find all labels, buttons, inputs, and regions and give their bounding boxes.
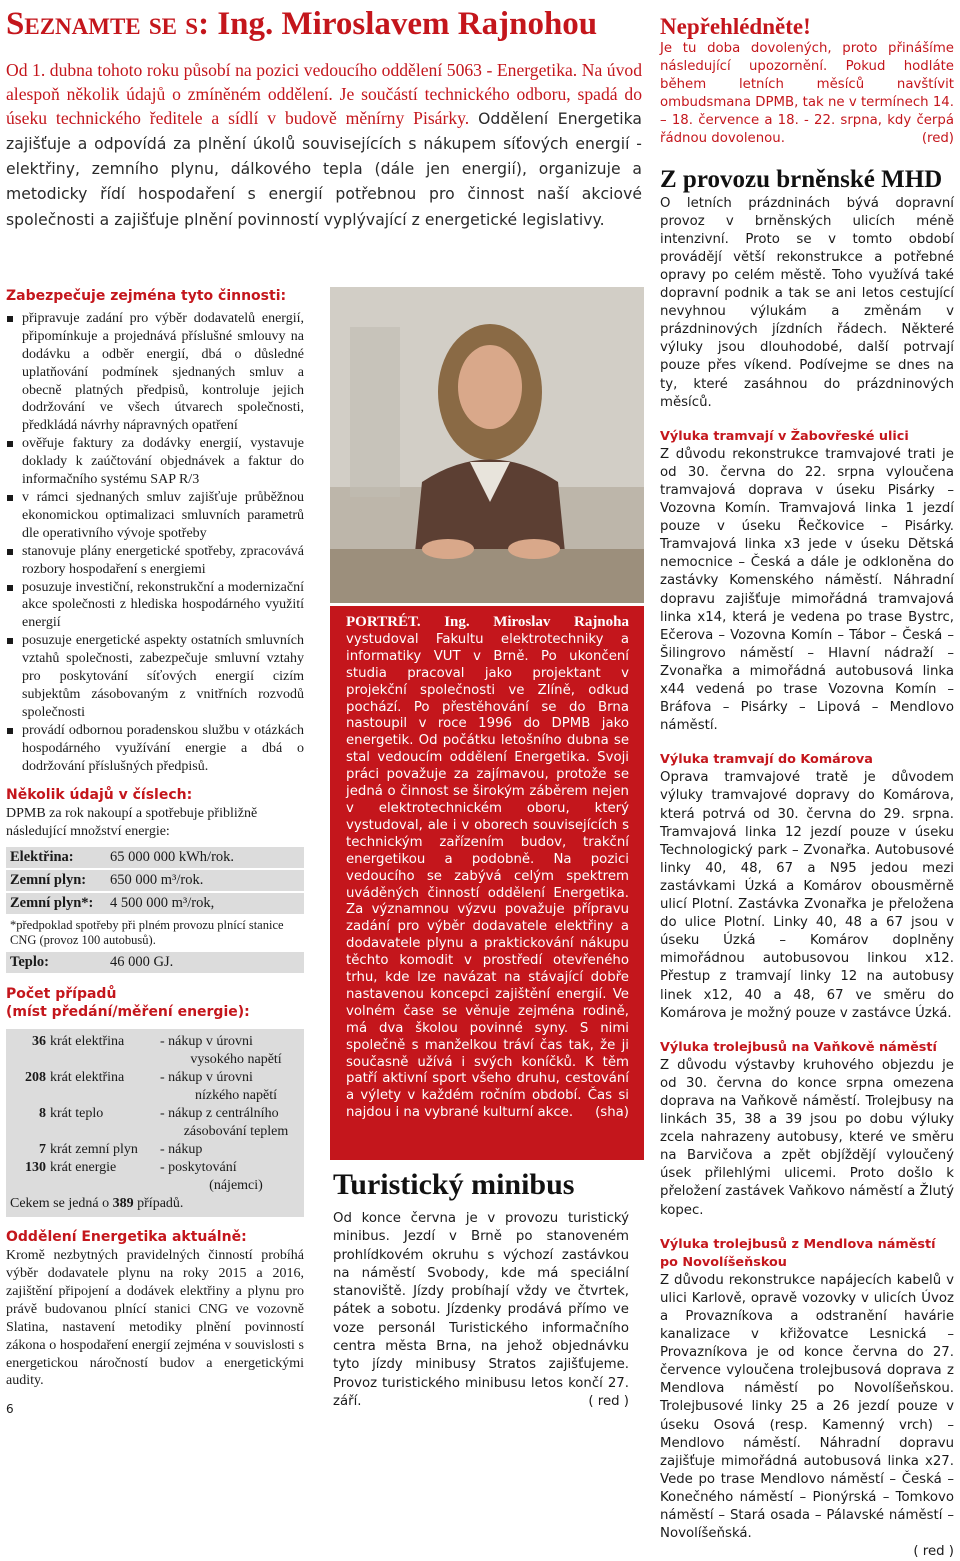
stat-label: Zemní plyn*: xyxy=(10,895,94,912)
portrait-text: vystudoval Fakultu elektrotechniky a informatiky VUT v Brně. Po ukončení studia pracoval jako projektant v projekční společnosti ve Zlíně, odkud pochází. Po přestěhování se do Brna nastoupil v roce 1996 do DPMB jako energetik. Od počátku letošního dubna se stal vedoucím oddělení Energetika. Svoji práci považuje za zajímavou, protože se jedná o činnost se širokým záběrem nejen v elektrotechnickém oboru, který vystudoval, ale i v oborech souvisejících s technickým zařízením budov, trakční energetikou a podobně. Na pozici vedoucího se zabývá celým spektrem uváděných činností oddělení Energetika. Za významnou výzvu považuje přípravu zadání pro výběr dodavatele elektřiny a dodavatele plynu a praktickování nákupu těchto komodit v prostředí otevřeného trhu, kde lze navázat na stávající dobře nastavenou koncepci zajištění energií. Ve volném čase se věnuje zejména rodině, má dva školou povinné syny. S nimi společně s manželkou tráví čas tak, že ji současně užívá i svých koníčků. K těm patří aktivní sport všeho druhu, cestování a výlety v každém ročním období. Čas si najdou i na vybrané kulturní akce. xyxy=(346,631,629,1121)
case-count: 130 xyxy=(25,1160,46,1176)
case-desc-line1: - nákup v úrovni xyxy=(160,1070,253,1086)
article-headline xyxy=(6,4,597,44)
stat-row-gas-cng xyxy=(6,893,304,914)
stat-value: 650 000 m³/rok. xyxy=(110,872,204,889)
nepreh-signature: (red) xyxy=(921,131,954,147)
case-desc-line2: (nájemci) xyxy=(209,1178,263,1194)
activity-item: posuzuje investiční, rekonstrukční a modernizační akce společnosti z hlediska hospodárného využití energií xyxy=(6,579,304,633)
stat-note: *předpoklad spotřeby při plném provozu plnící stanice CNG (provoz 100 autobusů). xyxy=(10,918,284,948)
case-count: 36 xyxy=(32,1034,46,1050)
mhd-intro: O letních prázdninách bývá dopravní provoz v brněnských ulicích méně intenzivní. Proto se v tomto období provádějí větší rekonstrukce a potřebné opravy po celém městě. Toho využívá také dopravní podnik a tak se ani letos cestující nevyhnou výlukám a změnám v prázdninových jízdních řádech. Některé výluky jsou dlouhodobé, další potrvají pouze přes víkend. Podívejme se dnes na ty, které zasáhnou do prázdninových měsíců. xyxy=(660,195,954,410)
cases-heading: Počet případů (míst předání/měření energie): xyxy=(6,986,250,1021)
mhd-section-title: Výluka trolejbusů na Vaňkově náměstí xyxy=(660,1039,937,1055)
nepreh-body xyxy=(660,40,954,149)
activity-item: ověřuje faktury za dodávky energií, vystavuje doklady k zaúčtování objednávek a faktur do informačního systému SAP R/3 xyxy=(6,435,304,489)
stat-value: 46 000 GJ. xyxy=(110,954,174,971)
activity-item: posuzuje energetické aspekty ostatních smluvních vztahů společnosti, zabezpečuje smluvní vztahy pro poskytování síťových energií cizím subjektům zásobovaným z vnitřních rozvodů společnosti xyxy=(6,632,304,722)
activity-item: připravuje zadání pro výběr dodavatelů energií, připomínkuje a projednává příslušné smlouvy na dodávku a odběr energií, dbá o důsledné uplatňování podmínek sjednaných smluv a obecně platných předpisů, kontroluje jejich dodržování ve všech útvarech společnosti, předkládá návrhy nápravných opatření xyxy=(6,310,304,435)
activities-list xyxy=(6,310,304,776)
mhd-section-text: Oprava tramvajové tratě je důvodem výluky tramvajové dopravy do Komárova, která potrvá od 30. června do 29. srpna. Tramvajová linka 12 jezdí pouze v úseku Technologický park – Zvonařka. Autobusové linky 40, 48, 67 a N95 jedou mezi zastávkami Úzká a Komárov obousměrně ulicí Plotní. Zastávka Zvonařka je přeložena do ulice Plotní. Linky 40, 48 a 67 jsou v úseku Úzká – Komárov doplněny mimořádnou autobusovou linkou x12. Přestup z tramvají linky 12 na autobusy linek x12, 40 a 48, 67 ve směru do Komárova je možný pouze v zastávce Úzká. xyxy=(660,770,954,1021)
portrait-signature: (sha) xyxy=(595,1105,629,1121)
nepreh-text: Je tu doba dovolených, proto přinášíme následující upozornění. Pokud hodláte během letních měsíců navštívit ombudsmana DPMB, tak ne v termínech 14. – 18. července a 18. - 22. srpna, kdy čerpá řádnou dovolenou. xyxy=(660,41,954,147)
case-desc-line1: - nákup v úrovni xyxy=(160,1034,253,1050)
portrait-caption-box xyxy=(330,606,644,1160)
page-number: 6 xyxy=(6,1402,14,1416)
case-row xyxy=(6,1159,304,1195)
intro-lead: Od 1. dubna tohoto roku působí na pozici vedoucího oddělení 5063 - Energetika. Na úvod alespoň několik údajů o zmíněném oddělení. Je součástí technického odboru, spadá do úseku technického ředitele a sídlí v budově měnírny Pisárky. xyxy=(6,60,642,129)
case-row xyxy=(6,1033,304,1069)
case-desc-line2: vysokého napětí xyxy=(190,1052,282,1068)
mhd-section-text: Z důvodu rekonstrukce tramvajové trati je od 30. června do 22. srpna vyloučena tramvajová doprava v úseku Pisárky – Vozovna Komín. Tramvajová linka 1 jezdí pouze v úseku Řečkovice – Pisárky. Tramvajová linka x3 jede v úseku Dětská nemocnice – Česká a dále je odkloněna do zastávky Komenského náměstí. Náhradní dopravu zajišťuje mimořádná tramvajová linka x14, která je vedena po trase Bystrc, Ečerova – Vozovna Komín – Tábor – Česká – Šilingrovo náměstí – Hlavní nádraží – Zvonařka a mimořádná autobusová linka x44 vedená po trase Vozovna Komín – Bráfova – Pisárky – Lipová – Mendlovo náměstí. xyxy=(660,446,954,734)
case-desc xyxy=(160,1159,300,1195)
minibus-signature: ( red ) xyxy=(588,1393,629,1409)
mhd-section-text: Z důvodu výstavby kruhového objezdu je od 30. června do konce srpna omezena doprava na Vaňkově náměstí. Trolejbusy na linkách 35, 38 a 39 jsou po dobu výluky zcela nahrazeny autobusy, které ve směru na Barvičova a zpět objíždějí vyloučený úsek přilehlými ulicemi. Proto došlo k přeložení zastávek Vaňkovo náměstí a Žlutý kopec. xyxy=(660,1057,954,1218)
mhd-section-title: Výluka tramvají do Komárova xyxy=(660,752,873,768)
portrait-illustration xyxy=(330,287,644,603)
activities-heading: Zabezpečuje zejména tyto činnosti: xyxy=(6,288,287,304)
case-desc-line2: zásobování teplem xyxy=(183,1124,289,1140)
cases-summary xyxy=(6,1195,304,1213)
stat-row-heat xyxy=(6,952,304,973)
stat-label: Teplo: xyxy=(10,954,49,971)
summary-suffix: případů. xyxy=(133,1196,184,1212)
headline-name: Ing. Miroslavem Rajnohou xyxy=(217,6,598,42)
mhd-section-title: Výluka tramvají v Žabovřeské ulici xyxy=(660,428,909,444)
stat-label: Elektřina: xyxy=(10,849,74,866)
activity-item: stanovuje plány energetické spotřeby, zpracovává rozbory hospodaření s energiemi xyxy=(6,543,304,579)
stat-row-electricity xyxy=(6,847,304,868)
right-column xyxy=(660,14,954,1561)
activity-item: v rámci sjednaných smluv zajišťuje průběžnou ekonomickou optimalizaci smluvních parametrů dle operativního vývoje spotřeby xyxy=(6,489,304,543)
case-desc xyxy=(160,1069,300,1105)
case-type: krát elektřina xyxy=(50,1034,125,1050)
case-type: krát energie xyxy=(50,1160,117,1176)
portrait-photo xyxy=(330,287,644,603)
left-column xyxy=(6,288,304,1390)
numbers-heading: Několik údajů v číslech: xyxy=(6,787,193,804)
case-desc-line1: - nákup z centrálního xyxy=(160,1106,279,1122)
case-desc-line2: nízkého napětí xyxy=(194,1088,278,1104)
current-text: Kromě nezbytných pravidelných činností probíhá výběr dodavatele plynu na roky 2015 a 2016, zajištění připojení a dodávek elektřiny a plynu pro právě budovanou plnící stanici CNG ve vozovně Slatina, nastavení metodiky plnění povinností zákona o hospodaření energií zejména v souvislosti s energetickou náročností budov a energetickými audity. xyxy=(6,1248,304,1389)
minibus-text: Od konce června je v provozu turistický minibus. Jezdí v Brně po stanoveném prohlídkovém okruhu s výchozí zastávkou na náměstí Svobody, kde má speciální stanoviště. Jízdy probíhají vždy ve čtvrtek, pátek a sobotu. Jízdenky prodává přímo ve voze personál Turistického informačního centra města Brna, na jehož objednávku tyto jízdy minibusy Stratos zajišťujeme. Provoz turistického minibusu letos končí 27. září. xyxy=(333,1211,629,1409)
summary-prefix: Cekem se jedná o xyxy=(10,1196,113,1212)
numbers-intro: DPMB za rok nakoupí a spotřebuje přibližně následující množství energie: xyxy=(6,806,258,840)
case-row xyxy=(6,1141,304,1159)
mhd-section-text: Z důvodu rekonstrukce napájecích kabelů v ulici Karlově, opravě vozovky v ulicích Úvoz a Provazníkova a odstranění havárie kanalizace v křižovatce Lesnická – Provazníkova je od konce června do 27. července vyloučena trolejbusová doprava z Mendlova náměstí po Novolíšeňskou. Trolejbusové linky 25 a 26 jezdí pouze v úseku Osová (resp. Kamenný vrch) – Mendlovo náměstí. Náhradní dopravu zajišťuje mimořádná autobusová linka x27. Vede po trase Mendlovo náměstí – Česká – Konečného náměstí – Pionýrská – Tomkovo náměstí – Stará osada – Pálavské náměstí – Novolíšeňská. xyxy=(660,1272,954,1542)
case-desc-line1: - nákup xyxy=(160,1142,203,1158)
intro-body: Oddělení Energetika zajišťuje a odpovídá za plnění úkolů souvisejících s nákupem síťových energií - elektřiny, zemního plynu, dálkového tepla (dále jen energií), organizuje a metodicky řídí hospodaření s energií potřebnou pro činnost naší akciové společnosti a zajišťuje plnění povinností vyplývající z energetické legislativy. xyxy=(6,110,643,229)
portrait-caption xyxy=(346,614,629,1122)
mhd-signature: ( red ) xyxy=(913,1544,954,1560)
case-desc-line1: - poskytování xyxy=(160,1160,237,1176)
case-type: krát elektřina xyxy=(50,1070,125,1086)
minibus-title: Turistický minibus xyxy=(333,1168,575,1201)
case-desc xyxy=(160,1141,300,1159)
case-count: 7 xyxy=(39,1142,46,1158)
headline-prefix: Seznamte se s: xyxy=(6,6,218,42)
current-heading: Oddělení Energetika aktuálně: xyxy=(6,1229,247,1246)
case-count: 8 xyxy=(39,1106,46,1122)
case-row xyxy=(6,1069,304,1105)
case-desc xyxy=(160,1033,300,1069)
stat-value: 4 500 000 m³/rok, xyxy=(110,895,215,912)
intro-paragraph xyxy=(6,58,642,232)
stat-label: Zemní plyn: xyxy=(10,872,87,889)
portrait-label: PORTRÉT. Ing. Miroslav Rajnoha xyxy=(346,614,629,630)
case-type: krát zemní plyn xyxy=(50,1142,138,1158)
cases-table xyxy=(6,1029,304,1217)
mhd-section-title: Výluka trolejbusů z Mendlova náměstí po Novolíšeňskou xyxy=(660,1236,936,1270)
case-count: 208 xyxy=(25,1070,46,1086)
stat-row-gas xyxy=(6,870,304,891)
stat-value: 65 000 000 kWh/rok. xyxy=(110,849,235,866)
activity-item: provádí odbornou poradenskou službu v otázkách hospodárného využívání energie a dbá o dodržování příslušných předpisů. xyxy=(6,722,304,776)
case-desc xyxy=(160,1105,300,1141)
minibus-text-block xyxy=(333,1210,629,1411)
nepreh-title: Nepřehlédněte! xyxy=(660,14,811,39)
case-row xyxy=(6,1105,304,1141)
numbers-table xyxy=(6,847,304,973)
mhd-title: Z provozu brněnské MHD xyxy=(660,165,943,193)
summary-value: 389 xyxy=(112,1196,134,1212)
case-type: krát teplo xyxy=(50,1106,104,1122)
